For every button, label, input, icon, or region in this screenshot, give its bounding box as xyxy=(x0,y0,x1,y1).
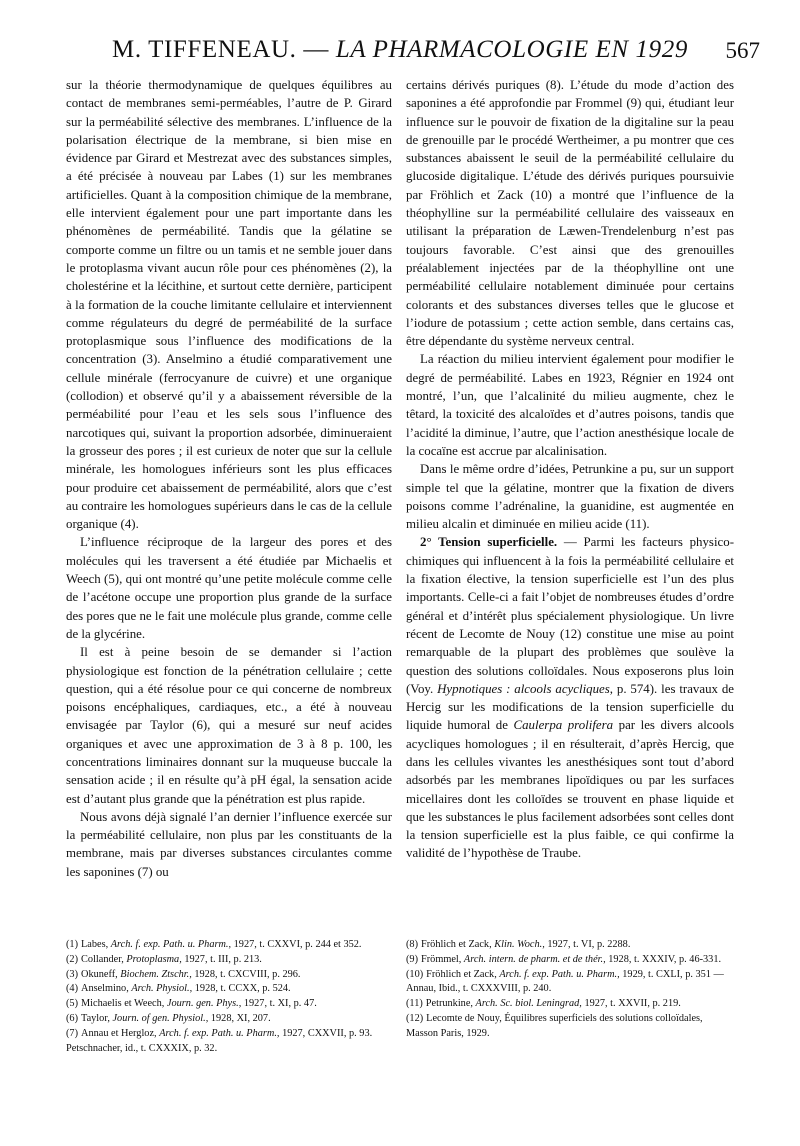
section-tension-superficielle xyxy=(406,533,734,862)
left-paragraph-2: L’influence réciproque de la largeur des pores et des molécules qui les traversent a été étudiée par Michaelis et Weech (5), qui ont montré qu’une petite molécule comme celle de l’acétone occupe une proportion plus grande de la surface des pores que ne le fait une molécule plus grande, comme celle de la glycérine. xyxy=(66,535,392,641)
section-text-c: par les divers alcools acycliques homologues ; il en résulterait, d’après Hercig, que dans les cellules vivantes les anesthésiques sont tout d’abord adsorbés par les membranes lipoïdiques ou par les surfaces micellaires dont les colloïdes se trouvent en phase liquide et que les substances le plus facilement adsorbées sont celles dont la tension superficielle est la plus faible, ce qui confirme la validité de l’hypothèse de Traube. xyxy=(406,718,735,861)
left-paragraph-3: Il est à peine besoin de se demander si l’action physiologique est fonction de la pénétration cellulaire ; cette question, qui a été résolue pour ce qui concerne de nombreux poisons encéphaliques, cardiaques, etc., a été à nouveau envisagée par Taylor (6), qui a mesuré sur neuf acides organiques et avec une approximation de 3 à 8 p. 100, les concentrations liminaires donnant sur la muqueuse buccale la sensation acide ; il en résulte qu’à pH égal, la sensation acide est d’autant plus grande que la pénétration est plus rapide. xyxy=(66,645,392,806)
right-paragraph-1: certains dérivés puriques (8). L’étude du mode d’action des saponines a été approfondie par Frommel (9) qui, étudiant leur influence sur le pouvoir de fixation de la digitaline sur la peau de grenouille par le procédé Wertheimer, a pu montrer que ces substances abaissent le seuil de la perméabilité cellulaire du glucoside digitalique. L’étude des dérivés puriques poursuivie par Fröhlich et Zack (10) a montré que l’influence de la théophylline sur la perméabilité cellulaire des vaisseaux en utilisant la préparation de Læwen-Trendelenburg n’est pas toujours favorable. C’est ainsi que des grenouilles préalablement injectées par de la théophylline ont une perméabilité cellulaire notablement diminuée pour certains colorants et des substances diverses telles que le glucose et l’iodure de potassium ; cette action semble, dans certains cas, être dépendante du système nerveux central. xyxy=(406,78,734,349)
footnote: (12) Lecomte de Nouy, Équilibres superficiels des solutions colloïdales, Masson Paris, 1929. xyxy=(406,1012,703,1039)
left-paragraph-4: Nous avons déjà signalé l’an dernier l’influence exercée sur la perméabilité cellulaire, non plus par les constituants de la membrane, mais par diverses substances circulantes comme les saponines (7) ou xyxy=(66,809,392,879)
left-paragraph-1: sur la théorie thermodynamique de quelques équilibres au contact de membranes semi-perméables, l’autre de P. Girard sur la perméabilité sélective des membranes. L’influence de la polarisation électrique de la membrane, si bien mise en évidence par Girard et Mestrezat avec des substances simples, a été précisée à nouveau par Labes (1) sur les membranes artificielles. Quant à la composition chimique de la membrane, elle intervient également pour une part importante dans les phénomènes de perméabilité. Tandis que la gélatine se comporte comme un filtre ou un tamis et ne semble jouer dans le protoplasma vivant aucun rôle pour ces phénomènes (2), la cholestérine et la lécithine, et surtout cette dernière, participent à la formation de la couche limitante cellulaire et interviennent comme régulateurs du degré de perméabilité de la surface protoplasmique sous l’influence des modifications de la concentration (3). Anselmino a étudié comparativement une cellule minérale (ferrocyanure de cuivre) et une organique (collodion) et observé qu’il y a abaissement réversible de la perméabilité pour l’eau et les sels sous l’influence des narcotiques qui, suivant la proportion adsorbée, diminueraient la grosseur des pores ; il est curieux de noter que sur la cellule minérale, les homologues inférieurs sont les plus efficaces pour produire cet abaissement de perméabilité, alors que c’est au contraire les homologues supérieurs dans le cas de la cellule organique (4). xyxy=(66,78,392,532)
footnote: (4) Anselmino, Arch. Physiol., 1928, t. CCXX, p. 524. xyxy=(66,983,291,995)
footnote: (6) Taylor, Journ. of gen. Physiol., 1928, XI, 207. xyxy=(66,1012,271,1024)
header-journal: LA PHARMACOLOGIE EN 1929 xyxy=(335,36,688,63)
header-title xyxy=(40,36,760,64)
footnotes-left xyxy=(66,938,396,1056)
section-text-b: , p. 574). les travaux de Hercig sur les modifications de la tension superficielle du liquide humoral de xyxy=(406,681,735,733)
footnote: (11) Petrunkine, Arch. Sc. biol. Leningrad, 1927, t. XXVII, p. 219. xyxy=(406,998,681,1010)
footnote: (3) Okuneff, Biochem. Ztschr., 1928, t. CXCVIII, p. 296. xyxy=(66,968,301,980)
footnote: (1) Labes, Arch. f. exp. Path. u. Pharm., 1927, t. CXXVI, p. 244 et 352. xyxy=(66,939,362,950)
right-column xyxy=(406,76,734,863)
footnote: (9) Frömmel, Arch. intern. de pharm. et de thér., 1928, t. XXXIV, p. 46-331. xyxy=(406,953,722,965)
header-author: M. TIFFENEAU. xyxy=(112,36,297,63)
section-heading: 2° Tension superficielle. xyxy=(420,535,558,550)
section-text-a: — Parmi les facteurs physico-chimiques qui influencent à la fois la perméabilité cellulaire et la fixation élective, la tension superficielle est l’un des plus importants. Celle-ci a fait l’objet de nombreuses études d’ordre général et d’intérêt plus spécialement physiologique. Un livre récent de Lecomte de Nouy (12) constitue une mise au point remarquable de la plupart des problèmes que soulève la question des solutions colloïdales. Nous exposerons plus loin (Voy. xyxy=(406,535,734,696)
running-header xyxy=(40,36,760,76)
page-number: 567 xyxy=(725,38,760,63)
right-paragraph-2: La réaction du milieu intervient également pour modifier le degré de perméabilité. Labes en 1923, Régnier en 1924 ont montré, l’un, que l’alcalinité du milieu augmente, chez le têtard, la toxicité des alcaloïdes et d’autres poisons, tandis que l’acidité la diminue, l’autre, que l’action anesthésique locale de la cocaïne est accrue par alcalinisation. xyxy=(406,352,734,458)
right-paragraph-3: Dans le même ordre d’idées, Petrunkine a pu, sur un support simple tel que la gélatine, montrer que la fixation de divers poisons comme l’adrénaline, la guanidine, est augmentée en milieu alcalin et diminuée en milieu acide (11). xyxy=(406,462,734,532)
footnote: (2) Collander, Protoplasma, 1927, t. III, p. 213. xyxy=(66,953,262,965)
section-italic-species: Caulerpa prolifera xyxy=(513,718,614,733)
left-column xyxy=(66,76,392,881)
footnotes-right xyxy=(406,938,736,1042)
header-dash: — xyxy=(303,36,329,63)
footnote: (8) Fröhlich et Zack, Klin. Woch., 1927, t. VI, p. 2288. xyxy=(406,939,631,950)
footnote: (7) Annau et Hergloz, Arch. f. exp. Path. u. Pharm., 1927, CXXVII, p. 93. Petschnacher, id., t. CXXXIX, p. 32. xyxy=(66,1027,373,1054)
footnote: (10) Fröhlich et Zack, Arch. f. exp. Path. u. Pharm., 1929, t. CXLI, p. 351 — Annau, Ibid., t. CXXXVIII, p. 240. xyxy=(406,968,724,995)
footnote: (5) Michaelis et Weech, Journ. gen. Phys., 1927, t. XI, p. 47. xyxy=(66,998,317,1010)
section-italic-ref: Hypnotiques : alcools acycliques xyxy=(437,681,610,696)
